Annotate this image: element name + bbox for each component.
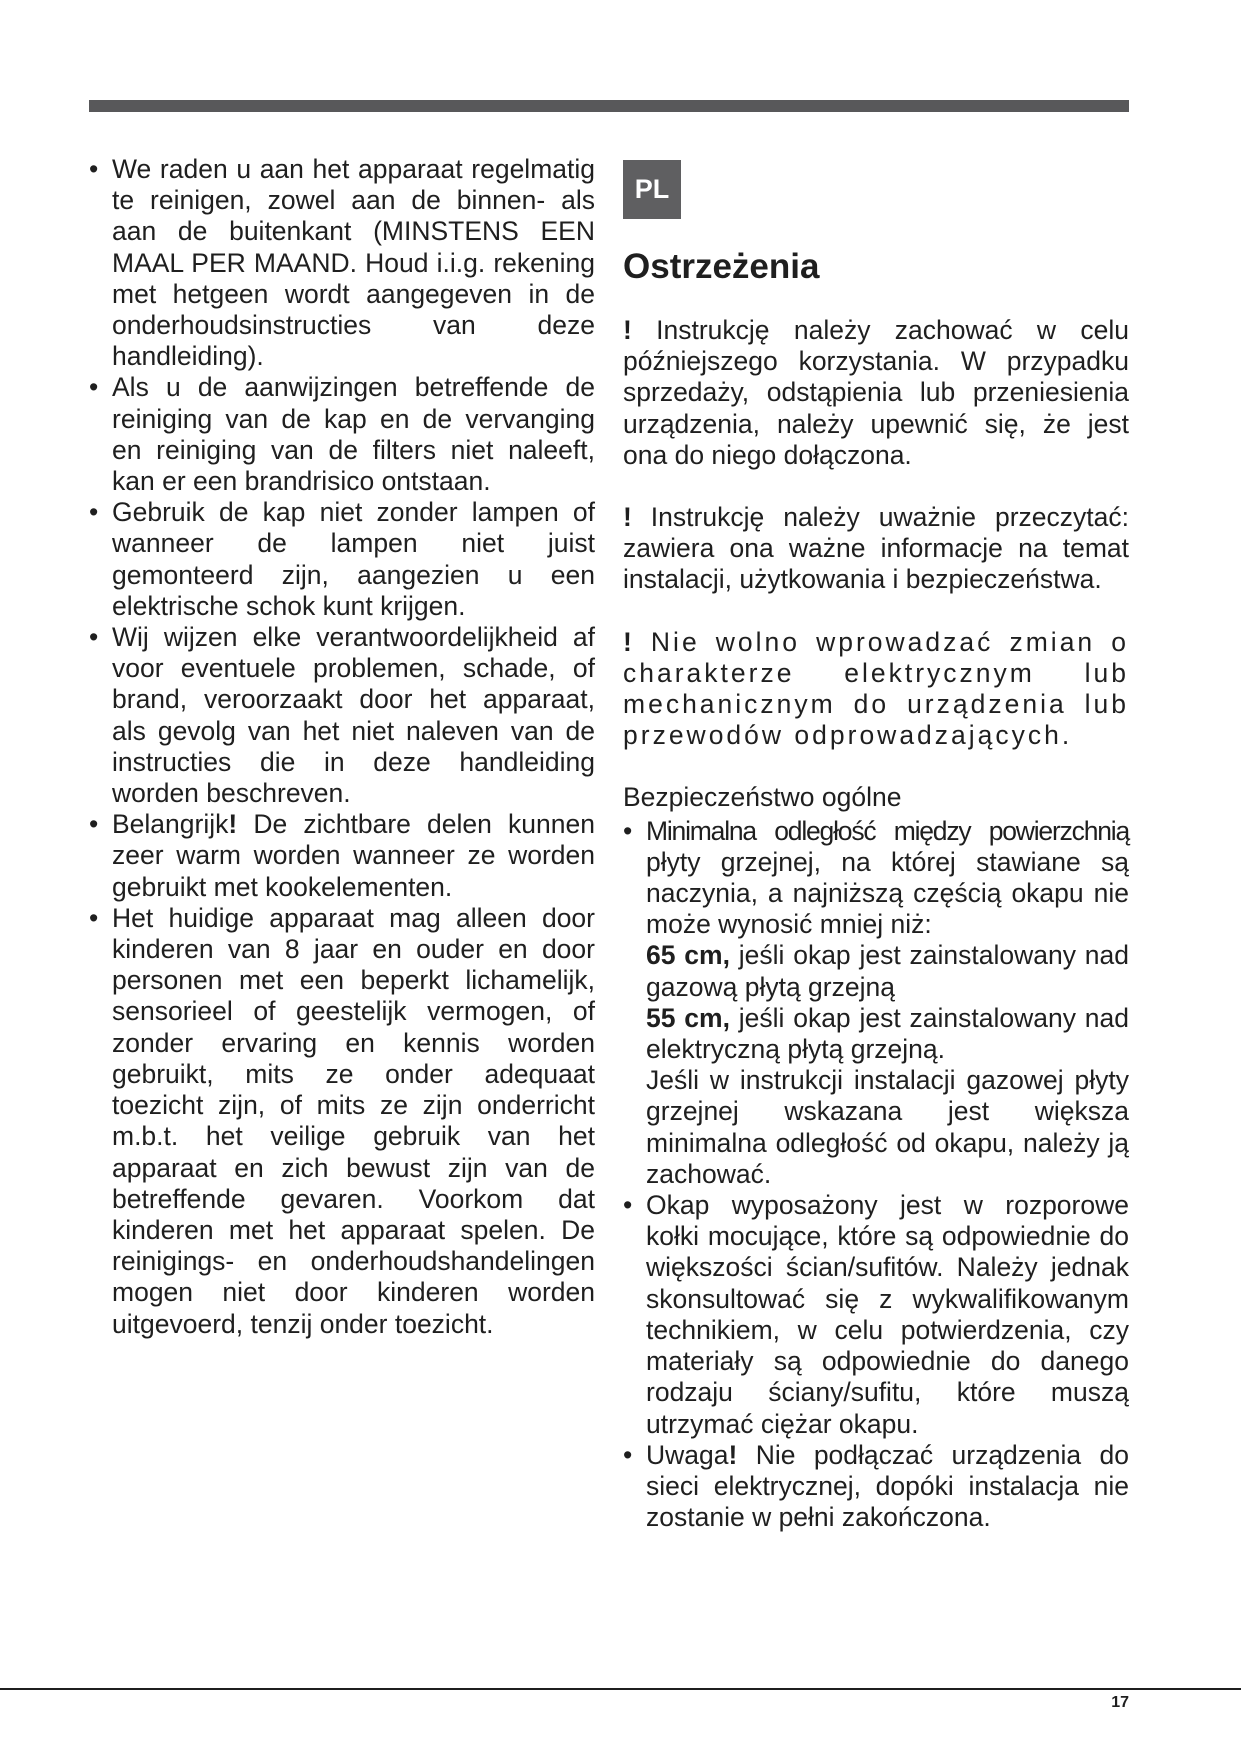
electric-distance xyxy=(646,1003,1129,1065)
distance-intro: płyty grzejnej, na której stawiane są naczynia, a najniższą częścią okapu nie może wynosić mniej niż: xyxy=(646,846,1129,940)
dutch-warning-list xyxy=(89,154,595,1340)
uwaga-label: Uwaga xyxy=(646,1439,729,1470)
warning-paragraph xyxy=(623,627,1129,752)
exclamation-mark: ! xyxy=(623,315,632,345)
electric-distance-text: jeśli okap jest zainstalowany nad elektryczną płytą grzejną. xyxy=(646,1002,1129,1065)
page-number: 17 xyxy=(1111,1694,1129,1711)
warning-text: Instrukcję należy zachować w celu późniejszego korzystania. W przypadku sprzedaży, odstąpienia lub przeniesienia urządzenia, należy upewnić się, że jest ona do niego dołączona. xyxy=(623,315,1129,470)
warning-paragraph xyxy=(623,502,1129,596)
header-rule xyxy=(89,100,1129,112)
sub-heading: Bezpieczeństwo ogólne xyxy=(623,782,902,813)
exclamation-mark: ! xyxy=(728,1439,738,1470)
right-column-polish xyxy=(623,160,1129,1533)
list-item: • Okap wyposażony jest w rozporowe kołki mocujące, które są odpowiednie do większości ścian/sufitów. Należy jednak skonsultować się z wykwalifikowanym technikiem, w celu potwierdzenia, czy materiały są odpowiednie do danego rodzaju ściany/sufitu, które muszą utrzymać ciężar okapu. xyxy=(623,1190,1129,1440)
language-tag: PL xyxy=(623,160,681,219)
list-item: • Het huidige apparaat mag alleen door kinderen van 8 jaar en ouder en door personen met een beperkt lichamelijk, sensorieel of geestelijk vermogen, of zonder ervaring en kennis worden gebruikt, mits ze onder adequaat toezicht zijn, of mits ze zijn onderricht m.b.t. het veilige gebruik van het apparaat en zich bewust zijn van de betreffende gevaren. Voorkom dat kinderen met het apparaat spelen. De reinigings- en onderhoudshandelingen mogen niet door kinderen worden uitgevoerd, tenzij onder toezicht. xyxy=(89,903,595,1340)
belangrijk-label: Belangrijk xyxy=(112,809,229,840)
section-heading: Ostrzeżenia xyxy=(623,247,820,286)
distance-intro-condensed: Minimalna odległość między powierzchnią xyxy=(646,815,1129,846)
list-item xyxy=(623,816,1129,1190)
list-item: • Gebruik de kap niet zonder lampen of wanneer de lampen niet juist gemonteerd zijn, aangezien u een elektrische schok kunt krijgen. xyxy=(89,497,595,622)
distance-note: Jeśli w instrukcji instalacji gazowej płyty grzejnej wskazana jest większa minimalna odległość od okapu, należy ją zachować. xyxy=(646,1065,1129,1189)
electric-distance-value: 55 cm, xyxy=(646,1002,730,1033)
exclamation-mark: ! xyxy=(228,809,238,840)
warning-paragraph xyxy=(623,315,1129,471)
gas-distance-text: jeśli okap jest zainstalowany nad gazową płytą grzejną xyxy=(646,940,1129,1002)
belangrijk-text: De zichtbare delen kunnen zeer warm worden wanneer ze worden gebruikt met kookelementen. xyxy=(112,809,595,902)
list-item xyxy=(623,1440,1129,1534)
list-item xyxy=(89,809,595,903)
list-item: • Wij wijzen elke verantwoordelijkheid af voor eventuele problemen, schade, of brand, veroorzaakt door het apparaat, als gevolg van het niet naleven van de instructies die in deze handleiding worden beschreven. xyxy=(89,622,595,809)
exclamation-mark: ! xyxy=(623,626,635,657)
footer-rule xyxy=(0,1688,1241,1690)
uwaga-text: Nie podłączać urządzenia do sieci elektrycznej, dopóki instalacja nie zostanie w pełni zakończona. xyxy=(646,1439,1129,1533)
list-item: • Als u de aanwijzingen betreffende de reiniging van de kap en de vervanging en reiniging van de filters niet naleeft, kan er een brandrisico ontstaan. xyxy=(89,372,595,497)
polish-safety-list xyxy=(623,816,1129,1534)
warning-text: Instrukcję należy uważnie przeczytać: zawiera ona ważne informacje na temat instalacji, użytkowania i bezpieczeństwa. xyxy=(623,502,1129,595)
list-item: • We raden u aan het apparaat regelmatig te reinigen, zowel aan de binnen- als aan de buitenkant (MINSTENS EEN MAAL PER MAAND. Houd i.i.g. rekening met hetgeen wordt aangegeven in de onderhoudsinstructies van deze handleiding). xyxy=(89,154,595,372)
left-column-dutch xyxy=(89,154,595,1340)
warning-text: Nie wolno wprowadzać zmian o charakterze elektrycznym lub mechanicznym do urządzenia lub przewodów odprowadzających. xyxy=(623,626,1129,751)
gas-distance xyxy=(646,940,1129,1002)
gas-distance-value: 65 cm, xyxy=(646,940,730,971)
exclamation-mark: ! xyxy=(623,502,632,533)
